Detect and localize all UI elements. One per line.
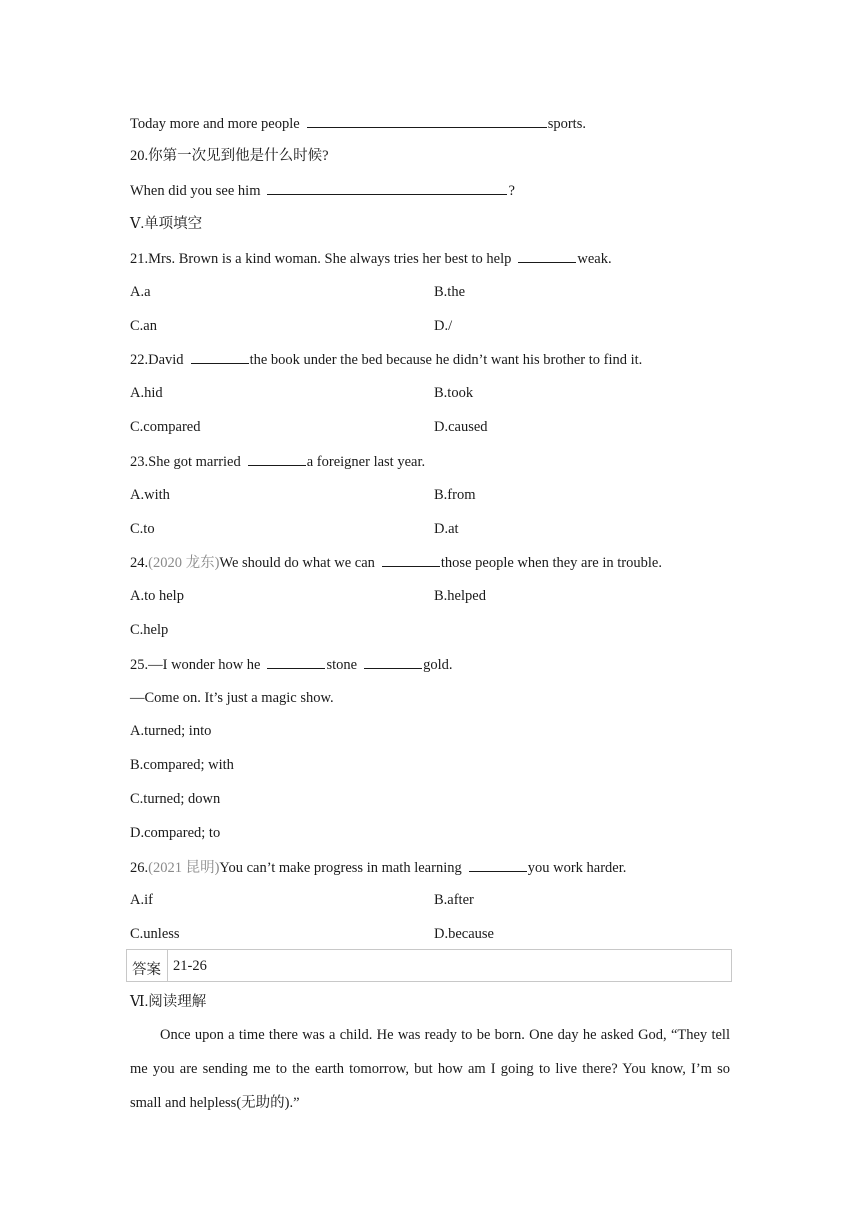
question-stem: 22.David the book under the bed because he didn’t want his brother to find it. (130, 352, 643, 368)
question-stem: 21.Mrs. Brown is a kind woman. She always tries her best to help weak. (130, 251, 612, 267)
option[interactable]: D.caused (434, 419, 488, 435)
option[interactable]: A.a (130, 284, 151, 300)
question-source: (2020 龙东) (148, 555, 220, 571)
option[interactable]: C.unless (130, 926, 180, 942)
question-stem: 25.—I wonder how he stone gold. (130, 657, 453, 673)
answer-label: 答案 (132, 962, 161, 978)
answer-blank[interactable] (248, 452, 306, 466)
option[interactable]: A.if (130, 892, 153, 908)
answer-blank[interactable] (364, 655, 422, 669)
answer-box (126, 949, 732, 982)
answer-blank[interactable] (267, 655, 325, 669)
option[interactable]: C.to (130, 521, 155, 537)
option[interactable]: A.with (130, 487, 170, 503)
option[interactable]: C.an (130, 318, 157, 334)
answer-range: 21-26 (173, 958, 207, 974)
section-title: Ⅵ.阅读理解 (130, 994, 207, 1010)
option[interactable]: C.compared (130, 419, 201, 435)
option[interactable]: A.to help (130, 588, 184, 604)
answer-blank[interactable] (267, 181, 507, 195)
option[interactable]: D.because (434, 926, 494, 942)
option[interactable]: C.help (130, 622, 169, 638)
q20-sentence: When did you see him ? (130, 183, 515, 199)
question-stem: 23.She got married a foreigner last year. (130, 454, 426, 470)
option[interactable]: B.helped (434, 588, 486, 604)
option[interactable]: A.hid (130, 385, 163, 401)
option[interactable]: B.from (434, 487, 476, 503)
question-source: (2021 昆明) (148, 860, 220, 876)
option[interactable]: B.after (434, 892, 474, 908)
answer-blank[interactable] (191, 350, 249, 364)
section-title: Ⅴ.单项填空 (130, 216, 203, 232)
option[interactable]: D.compared; to (130, 825, 221, 841)
reading-paragraph: Once upon a time there was a child. He was ready to be born. One day he asked God, “They tell me you are sending me to the earth tomorrow, but how am I going to live there? You know, I’m so small and helpless(无助的).” (130, 1027, 730, 1111)
option[interactable]: B.took (434, 385, 474, 401)
answer-blank[interactable] (469, 858, 527, 872)
option[interactable]: C.turned; down (130, 791, 221, 807)
answer-blank[interactable] (518, 249, 576, 263)
option[interactable]: A.turned; into (130, 723, 212, 739)
answer-blank[interactable] (382, 553, 440, 567)
q20-prompt: 20.你第一次见到他是什么时候? (130, 148, 329, 164)
option[interactable]: D./ (434, 318, 453, 334)
dialogue-reply: —Come on. It’s just a magic show. (130, 690, 334, 706)
answer-divider (167, 950, 168, 981)
q19-sentence: Today more and more people sports. (130, 116, 586, 132)
question-stem: 26.(2021 昆明)You can’t make progress in math learning you work harder. (130, 860, 627, 876)
answer-blank[interactable] (307, 114, 547, 128)
option[interactable]: D.at (434, 521, 459, 537)
option[interactable]: B.the (434, 284, 466, 300)
option[interactable]: B.compared; with (130, 757, 234, 773)
question-stem: 24.(2020 龙东)We should do what we can those people when they are in trouble. (130, 555, 662, 571)
